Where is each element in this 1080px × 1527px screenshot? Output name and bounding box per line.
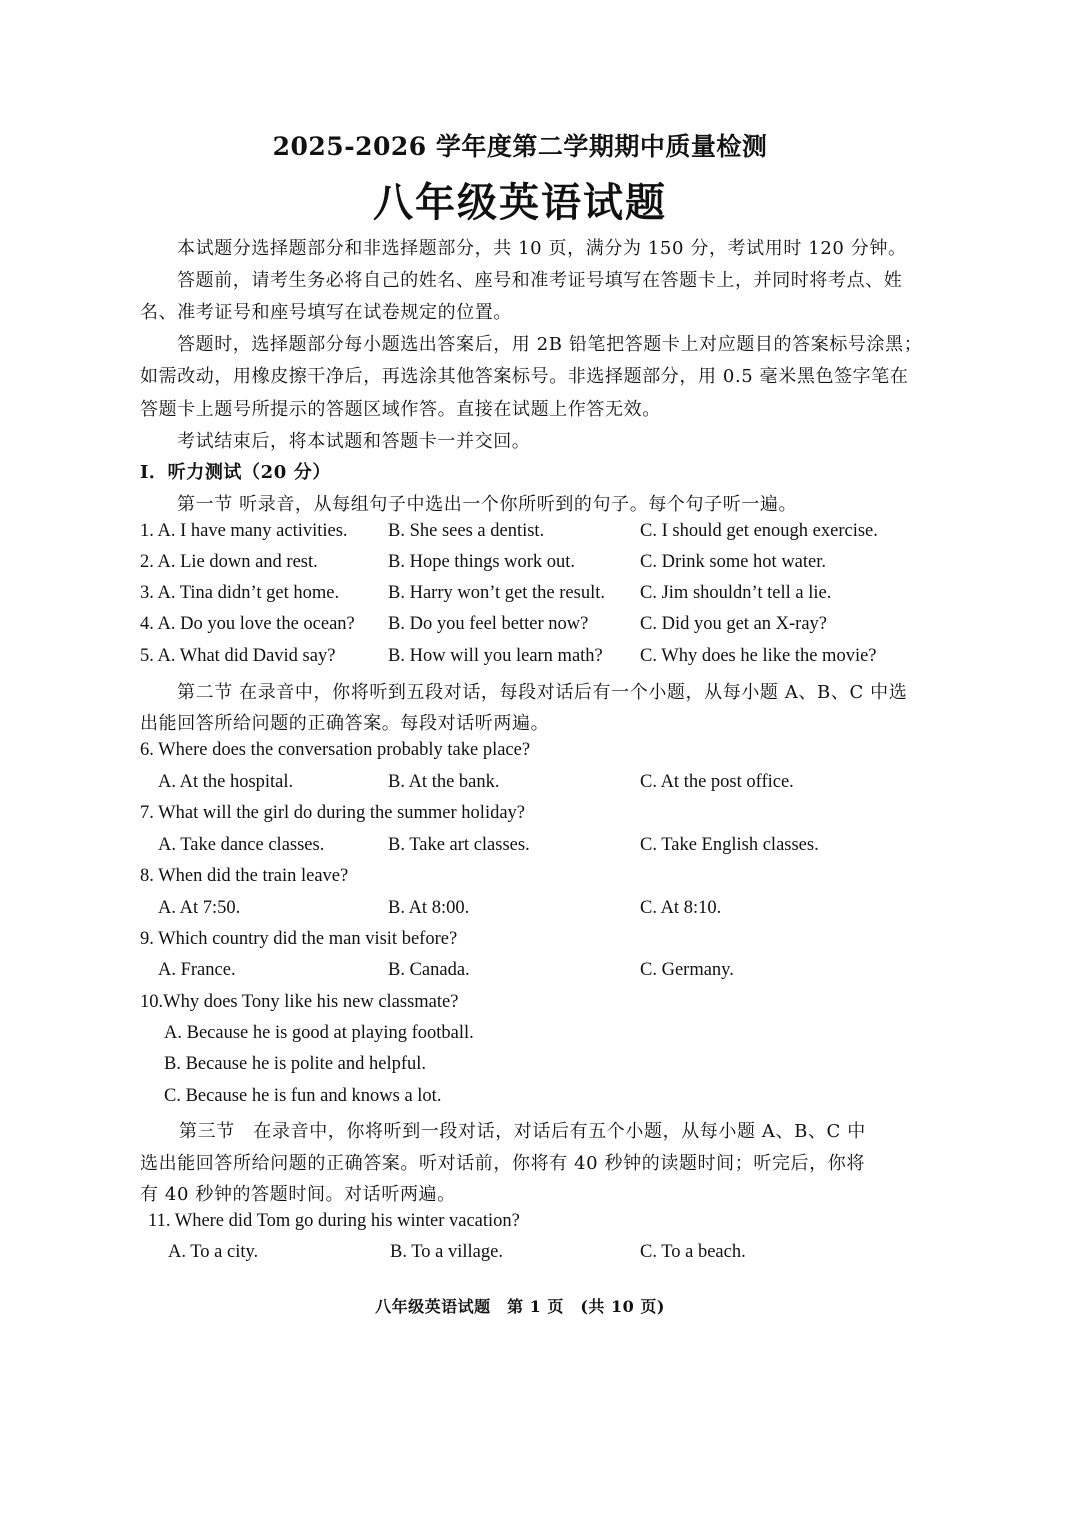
part-intro: 第三节 在录音中，你将听到一段对话，对话后有五个小题，从每小题 A、B、C 中	[179, 1121, 866, 1142]
option-b: B. At the bank.	[388, 772, 500, 792]
page-footer: 八年级英语试题 第 1 页 (共 10 页)	[375, 1297, 665, 1316]
option-a: A. At the hospital.	[158, 772, 294, 792]
option-b: B. At 8:00.	[388, 898, 470, 918]
question-text: 8. When did the train leave?	[140, 866, 349, 886]
option-c: C. To a beach.	[640, 1242, 746, 1262]
option-a: 2. A. Lie down and rest.	[140, 552, 318, 572]
option-c: C. At the post office.	[640, 772, 794, 792]
option-b: B. How will you learn math?	[388, 646, 603, 666]
exam-title: 2025-2026 学年度第二学期期中质量检测	[272, 132, 768, 161]
option-c: C. I should get enough exercise.	[640, 521, 878, 541]
question-text: 10.Why does Tony like his new classmate?	[140, 992, 459, 1012]
instruction-line: 名、准考证号和座号填写在试卷规定的位置。	[140, 302, 512, 323]
question-text: 6. Where does the conversation probably take place?	[140, 740, 531, 760]
option-c: C. Did you get an X-ray?	[640, 614, 828, 634]
option-b: B. Harry won’t get the result.	[388, 583, 605, 603]
part-intro: 第一节 听录音，从每组句子中选出一个你所听到的句子。每个句子听一遍。	[177, 494, 798, 515]
option-c: C. Germany.	[640, 960, 734, 980]
option-c: C. Jim shouldn’t tell a lie.	[640, 583, 832, 603]
option-c: C. Take English classes.	[640, 835, 819, 855]
option-a: A. At 7:50.	[158, 898, 241, 918]
question-text: 9. Which country did the man visit before?	[140, 929, 458, 949]
part-intro: 第二节 在录音中，你将听到五段对话，每段对话后有一个小题，从每小题 A、B、C 中选	[177, 682, 908, 703]
option-a: A. France.	[158, 960, 236, 980]
option-a: A. To a city.	[168, 1242, 259, 1262]
option-c: C. Why does he like the movie?	[640, 646, 877, 666]
option-b: B. Take art classes.	[388, 835, 530, 855]
exam-subtitle: 八年级英语试题	[373, 179, 667, 226]
option-b: B. She sees a dentist.	[388, 521, 545, 541]
option-a: 5. A. What did David say?	[140, 646, 336, 666]
option-c: C. Drink some hot water.	[640, 552, 827, 572]
option-a: 4. A. Do you love the ocean?	[140, 614, 355, 634]
option-a: 3. A. Tina didn’t get home.	[140, 583, 340, 603]
part-intro: 选出能回答所给问题的正确答案。听对话前，你将有 40 秒钟的读题时间；听完后，你将	[140, 1153, 865, 1174]
option-a: A. Because he is good at playing football.	[164, 1023, 474, 1043]
option-b: B. Canada.	[388, 960, 470, 980]
option-b: B. Hope things work out.	[388, 552, 576, 572]
part-intro: 出能回答所给问题的正确答案。每段对话听两遍。	[140, 713, 550, 734]
instruction-line: 答题前，请考生务必将自己的姓名、座号和准考证号填写在答题卡上，并同时将考点、姓	[177, 270, 903, 291]
instruction-line: 答题时，选择题部分每小题选出答案后，用 2B 铅笔把答题卡上对应题目的答案标号涂黑；	[177, 334, 923, 355]
option-a: 1. A. I have many activities.	[140, 521, 348, 541]
option-a: A. Take dance classes.	[158, 835, 325, 855]
instruction-line: 考试结束后，将本试题和答题卡一并交回。	[177, 431, 531, 452]
question-text: 11. Where did Tom go during his winter vacation?	[148, 1211, 520, 1231]
instruction-line: 如需改动，用橡皮擦干净后，再选涂其他答案标号。非选择题部分，用 0.5 毫米黑色签字笔在	[140, 366, 909, 387]
question-text: 7. What will the girl do during the summer holiday?	[140, 803, 526, 823]
option-b: B. Because he is polite and helpful.	[164, 1054, 427, 1074]
option-b: B. To a village.	[390, 1242, 503, 1262]
part-intro: 有 40 秒钟的答题时间。对话听两遍。	[140, 1184, 456, 1205]
instruction-line: 答题卡上题号所提示的答题区域作答。直接在试题上作答无效。	[140, 399, 661, 420]
option-b: B. Do you feel better now?	[388, 614, 589, 634]
option-c: C. Because he is fun and knows a lot.	[164, 1086, 442, 1106]
instruction-line: 本试题分选择题部分和非选择题部分，共 10 页，满分为 150 分，考试用时 120 分钟。	[177, 238, 907, 259]
option-c: C. At 8:10.	[640, 898, 722, 918]
section-heading: I．听力测试（20 分）	[140, 462, 331, 483]
